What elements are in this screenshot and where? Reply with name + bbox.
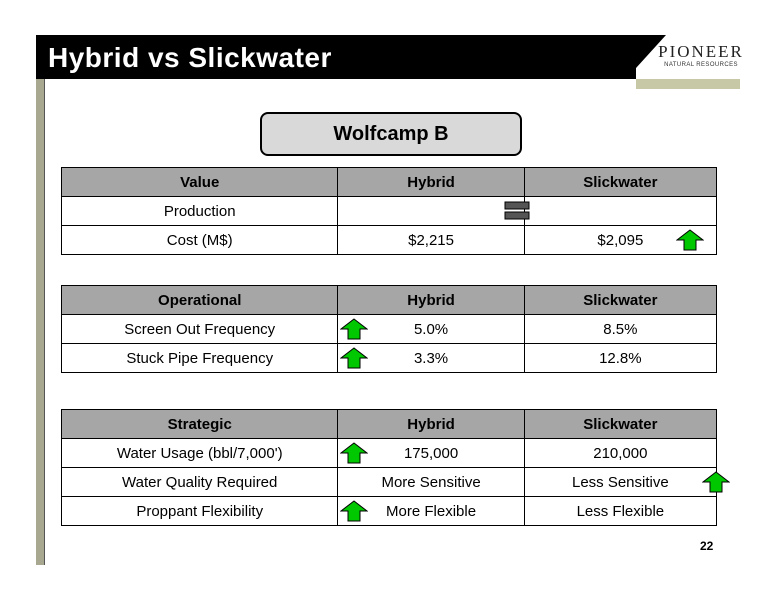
- green-up-arrow-icon: [340, 442, 368, 464]
- hybrid-value: $2,215: [338, 226, 524, 255]
- header-cell: Hybrid: [338, 286, 524, 315]
- hybrid-value: More Sensitive: [338, 468, 524, 497]
- row-label: Water Quality Required: [62, 468, 338, 497]
- hybrid-value-text: 3.3%: [413, 349, 449, 367]
- table-row: [62, 226, 717, 255]
- header-cell: Hybrid: [338, 168, 524, 197]
- header-cell: Strategic: [62, 410, 338, 439]
- slickwater-value: 210,000: [524, 439, 716, 468]
- value-table: [61, 167, 717, 255]
- hybrid-value: [338, 497, 524, 526]
- green-up-arrow-icon: [340, 347, 368, 369]
- table-row: [62, 439, 717, 468]
- hybrid-value-text: 175,000: [403, 444, 459, 462]
- table-row: [62, 315, 717, 344]
- row-label: Production: [62, 197, 338, 226]
- green-up-arrow-icon: [676, 229, 704, 251]
- side-accent-bar: [36, 79, 44, 565]
- table-header-row: [62, 410, 717, 439]
- header-cell: Slickwater: [524, 168, 716, 197]
- slickwater-value-text: Less Sensitive: [571, 473, 669, 491]
- header-cell: Operational: [62, 286, 338, 315]
- strategic-table: [61, 409, 717, 526]
- table-header-row: [62, 286, 717, 315]
- header-cell: Slickwater: [524, 286, 716, 315]
- header-cell: Value: [62, 168, 338, 197]
- slickwater-value: [524, 197, 716, 226]
- green-up-arrow-icon: [340, 500, 368, 522]
- logo-name: PIONEER: [658, 42, 744, 61]
- slide-title: Hybrid vs Slickwater: [48, 42, 332, 73]
- formation-label: Wolfcamp B: [260, 112, 522, 156]
- row-label: Cost (M$): [62, 226, 338, 255]
- row-label: Proppant Flexibility: [62, 497, 338, 526]
- slickwater-value: [524, 468, 716, 497]
- slickwater-value: 8.5%: [524, 315, 716, 344]
- header-cell: Slickwater: [524, 410, 716, 439]
- header-cell: Hybrid: [338, 410, 524, 439]
- accent-bar: [636, 79, 740, 89]
- logo-subtitle: NATURAL RESOURCES: [664, 62, 738, 68]
- table-row: [62, 344, 717, 373]
- page-number: 22: [700, 539, 714, 553]
- operational-table: [61, 285, 717, 373]
- slickwater-value: Less Flexible: [524, 497, 716, 526]
- side-accent-line: [44, 79, 45, 565]
- green-up-arrow-icon: [702, 471, 730, 493]
- row-label: Water Usage (bbl/7,000'): [62, 439, 338, 468]
- hybrid-value: [338, 197, 524, 226]
- hybrid-value: [338, 315, 524, 344]
- table-row: [62, 468, 717, 497]
- company-logo: [656, 43, 746, 68]
- hybrid-value: [338, 344, 524, 373]
- table-row: [62, 197, 717, 226]
- hybrid-value: [338, 439, 524, 468]
- slickwater-value-text: $2,095: [597, 231, 644, 249]
- green-up-arrow-icon: [340, 318, 368, 340]
- slickwater-value: 12.8%: [524, 344, 716, 373]
- row-label: Screen Out Frequency: [62, 315, 338, 344]
- table-row: [62, 497, 717, 526]
- table-header-row: [62, 168, 717, 197]
- hybrid-value-text: 5.0%: [413, 320, 449, 338]
- hybrid-value-text: More Flexible: [386, 502, 477, 520]
- slickwater-value: [524, 226, 716, 255]
- row-label: Stuck Pipe Frequency: [62, 344, 338, 373]
